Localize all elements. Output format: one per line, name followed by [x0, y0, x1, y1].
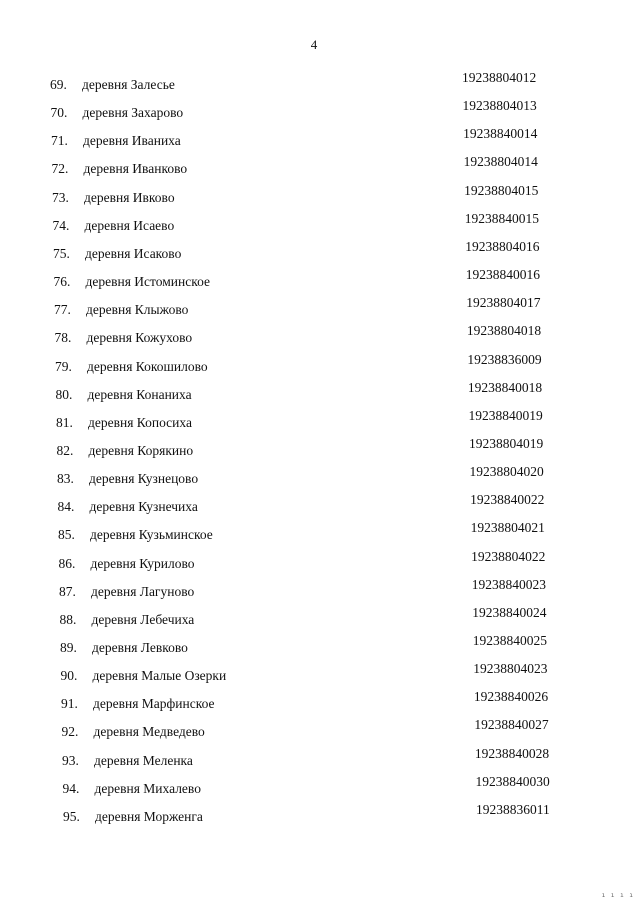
item-number: 77.: [54, 302, 71, 318]
list-item: [52, 210, 539, 238]
settlement-name: деревня Медведево: [93, 724, 205, 740]
item-number: 95.: [63, 808, 80, 824]
item-number: 81.: [56, 414, 73, 430]
settlement-name: деревня Ивково: [84, 189, 175, 205]
list-item: [61, 689, 549, 716]
oktmo-code: 19238840025: [472, 633, 548, 648]
settlement-name: деревня Исаково: [85, 245, 182, 261]
item-number: 69.: [50, 77, 67, 92]
settlement-name: деревня Кузнечиха: [89, 499, 198, 515]
list-item: [56, 407, 543, 435]
item-number: 73.: [52, 189, 69, 205]
list-item: [50, 98, 537, 125]
item-number: 79.: [55, 358, 72, 374]
settlement-name: деревня Морженга: [95, 808, 203, 824]
list-item: [55, 351, 542, 379]
settlement-name: деревня Марфинское: [93, 696, 215, 712]
item-number: 71.: [51, 133, 68, 149]
settlement-name: деревня Истоминское: [85, 274, 211, 290]
list-item: [53, 267, 541, 294]
list-item: [59, 604, 547, 632]
oktmo-code: 19238804020: [469, 464, 544, 480]
item-number: 94.: [62, 780, 80, 796]
oktmo-code: 19238840016: [465, 267, 541, 283]
oktmo-code: 19238804015: [464, 182, 539, 198]
settlement-name: деревня Иваниха: [83, 133, 181, 149]
settlement-name: деревня Корякино: [88, 442, 194, 458]
item-number: 80.: [55, 386, 73, 402]
oktmo-code: 19238804014: [463, 154, 538, 170]
item-number: 86.: [58, 555, 76, 571]
item-number: 87.: [59, 583, 76, 599]
list-item: [51, 126, 538, 153]
list-item: [53, 238, 540, 266]
item-number: 83.: [57, 471, 74, 487]
oktmo-code: 19238836011: [476, 801, 550, 817]
settlement-name: деревня Захарово: [82, 105, 184, 121]
list-item: [63, 801, 550, 829]
settlement-name: деревня Копосиха: [88, 414, 192, 430]
oktmo-code: 19238840023: [471, 576, 546, 592]
oktmo-code: 19238840018: [467, 379, 543, 395]
list-item: [62, 745, 550, 773]
item-number: 74.: [52, 217, 70, 233]
list-item: [51, 154, 538, 181]
list-item: [60, 661, 548, 688]
page-number: 4: [310, 37, 318, 52]
list-item: [54, 323, 542, 350]
settlement-name: деревня Левково: [92, 640, 188, 655]
oktmo-code: 19238804012: [462, 70, 537, 85]
footer-marks: ı ı ı ı: [601, 892, 634, 899]
oktmo-code: 19238840030: [475, 773, 550, 789]
list-item: [57, 492, 545, 519]
list-item: [56, 435, 544, 463]
item-number: 75.: [53, 245, 70, 261]
settlement-name: деревня Исаево: [84, 217, 175, 233]
item-number: 82.: [56, 442, 74, 458]
settlement-name: деревня Кузнецово: [89, 471, 199, 487]
item-number: 78.: [54, 330, 72, 346]
settlement-name: деревня Лагуново: [91, 583, 195, 599]
oktmo-code: 19238804021: [470, 520, 545, 536]
settlement-name: деревня Залесье: [82, 77, 175, 92]
oktmo-code: 19238836009: [467, 351, 542, 367]
settlement-name: деревня Кузьминское: [90, 527, 213, 543]
oktmo-code: 19238840028: [474, 745, 550, 761]
oktmo-code: 19238840022: [470, 492, 545, 508]
settlement-name: деревня Кокошилово: [87, 358, 208, 374]
list-item: [57, 464, 544, 491]
oktmo-code: 19238840015: [464, 210, 539, 226]
settlement-name: деревня Малые Озерки: [92, 668, 227, 684]
oktmo-code: 19238804017: [466, 295, 541, 311]
list-item: [58, 520, 545, 547]
settlement-name: деревня Лебечиха: [91, 611, 195, 627]
list-item: [52, 182, 539, 210]
list-item: [60, 633, 548, 660]
item-number: 91.: [61, 696, 78, 712]
list-item: [50, 70, 537, 97]
oktmo-code: 19238840019: [468, 407, 543, 423]
settlement-name: деревня Иванково: [83, 161, 188, 177]
oktmo-code: 19238840014: [463, 126, 538, 142]
settlement-name: деревня Кожухово: [86, 330, 193, 346]
settlement-name: деревня Клыжово: [86, 302, 189, 318]
item-number: 89.: [60, 640, 77, 655]
settlement-name: деревня Конаниха: [87, 386, 192, 402]
oktmo-code: 19238804022: [471, 548, 546, 564]
oktmo-code: 19238804019: [469, 435, 544, 451]
item-number: 93.: [62, 752, 79, 768]
settlement-name: деревня Курилово: [90, 555, 195, 571]
oktmo-code: 19238804013: [462, 98, 537, 114]
item-number: 70.: [50, 105, 68, 121]
item-number: 85.: [58, 527, 75, 543]
oktmo-code: 19238840024: [472, 604, 547, 620]
list-item: [54, 295, 541, 322]
item-number: 88.: [59, 611, 77, 627]
item-number: 92.: [61, 724, 79, 740]
item-number: 72.: [51, 161, 69, 177]
list-item: [55, 379, 543, 407]
oktmo-code: 19238840027: [474, 717, 549, 733]
oktmo-code: 19238804023: [473, 661, 548, 677]
item-number: 90.: [60, 668, 78, 684]
list-item: [61, 717, 549, 744]
oktmo-code: 19238840026: [473, 689, 549, 705]
list-item: [59, 576, 546, 604]
settlement-name: деревня Михалево: [94, 780, 201, 796]
item-number: 76.: [53, 274, 71, 290]
list-item: [62, 773, 550, 801]
oktmo-code: 19238804016: [465, 238, 540, 254]
list-item: [58, 548, 546, 576]
oktmo-code: 19238804018: [466, 323, 542, 339]
item-number: 84.: [57, 499, 75, 515]
settlement-name: деревня Меленка: [94, 752, 193, 768]
